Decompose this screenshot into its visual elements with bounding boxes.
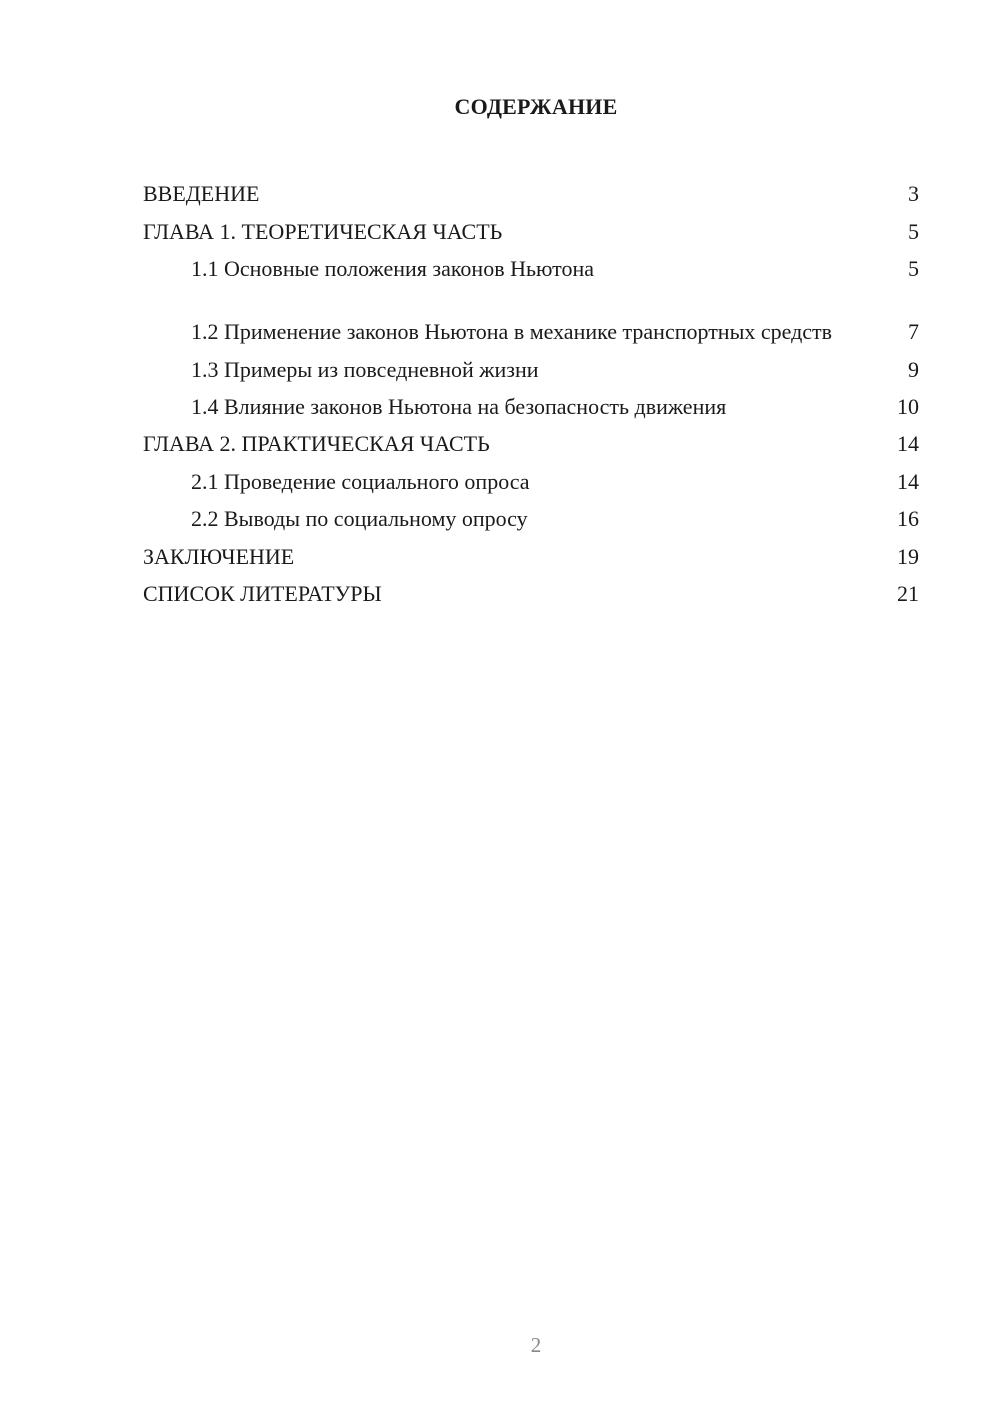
toc-entry-section-1-1 bbox=[143, 245, 919, 282]
toc-entry-page: 5 bbox=[908, 256, 919, 282]
toc-entry-label: 2.2 Выводы по социальному опросу bbox=[191, 506, 528, 532]
toc-entry-label: СПИСОК ЛИТЕРАТУРЫ bbox=[143, 580, 382, 606]
toc-entry-chapter-1 bbox=[143, 207, 919, 244]
toc-entry-page: 5 bbox=[908, 218, 919, 244]
toc-entry-page: 16 bbox=[897, 506, 919, 532]
toc-entry-section-1-3 bbox=[143, 345, 919, 382]
toc-entry-bibliography bbox=[143, 570, 919, 607]
page-title: СОДЕРЖАНИЕ bbox=[454, 94, 618, 119]
toc-entry-section-2-1 bbox=[143, 457, 919, 494]
toc-entry-label: 1.4 Влияние законов Ньютона на безопасность движения bbox=[191, 393, 727, 419]
toc-entry-conclusion bbox=[143, 532, 919, 569]
toc-entry-label: 2.1 Проведение социального опроса bbox=[191, 468, 530, 494]
toc-entry-page: 19 bbox=[897, 543, 919, 569]
toc-entry-page: 14 bbox=[897, 468, 919, 494]
toc-entry-page: 9 bbox=[908, 356, 919, 382]
toc-entry-chapter-2 bbox=[143, 420, 919, 457]
table-of-contents bbox=[143, 170, 919, 607]
toc-entry-label: ГЛАВА 2. ПРАКТИЧЕСКАЯ ЧАСТЬ bbox=[143, 431, 490, 457]
toc-entry-section-2-2 bbox=[143, 495, 919, 532]
toc-entry-page: 14 bbox=[897, 431, 919, 457]
toc-entry-page: 7 bbox=[908, 319, 919, 345]
page-number: 2 bbox=[530, 1333, 542, 1357]
toc-entry-page: 10 bbox=[897, 393, 919, 419]
toc-entry-page: 21 bbox=[897, 580, 919, 606]
toc-entry-page: 3 bbox=[908, 181, 919, 207]
toc-entry-label: 1.2 Применение законов Ньютона в механике транспортных средств bbox=[191, 319, 833, 345]
toc-entry-label: ВВЕДЕНИЕ bbox=[143, 181, 260, 207]
toc-entry-introduction bbox=[143, 170, 919, 207]
toc-entry-section-1-2 bbox=[143, 282, 919, 345]
toc-entry-section-1-4 bbox=[143, 383, 919, 420]
toc-entry-label: 1.1 Основные положения законов Ньютона bbox=[191, 256, 595, 282]
toc-entry-label: 1.3 Примеры из повседневной жизни bbox=[191, 356, 539, 382]
toc-entry-label: ГЛАВА 1. ТЕОРЕТИЧЕСКАЯ ЧАСТЬ bbox=[143, 218, 503, 244]
toc-entry-label: ЗАКЛЮЧЕНИЕ bbox=[143, 543, 295, 569]
